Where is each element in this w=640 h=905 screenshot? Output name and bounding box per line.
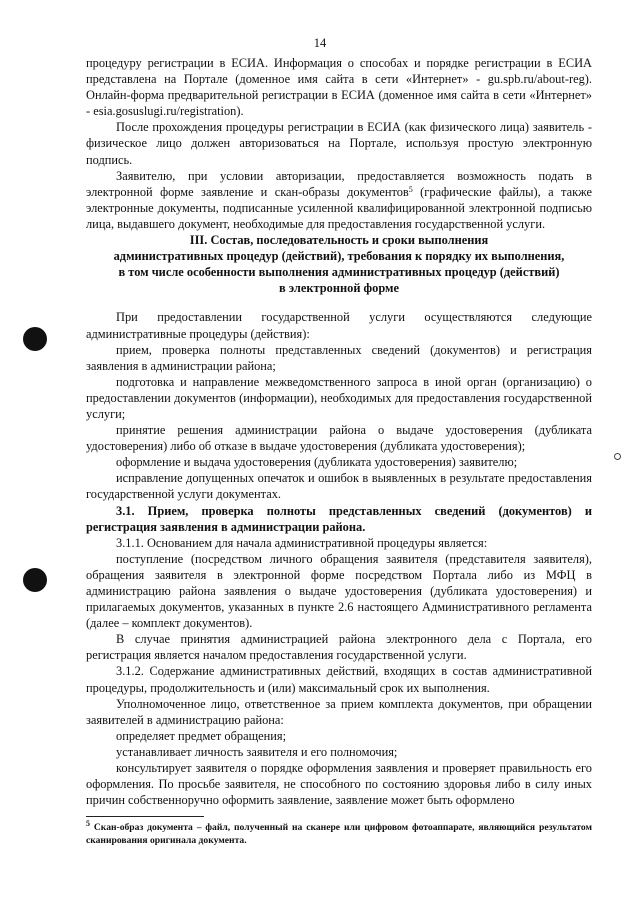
list-item: подготовка и направление межведомственного запроса в иной орган (организацию) о предоставлении документов (информации), необходимых для предоставления государственной услуги; <box>86 374 592 421</box>
section-heading-line: в электронной форме <box>279 281 399 296</box>
scan-speck <box>614 453 621 460</box>
paragraph: После прохождения процедуры регистрации в ЕСИА (как физического лица) заявитель - физическое лицо должен авторизоваться на Портале, используя простую электронную подпись. <box>86 120 592 167</box>
paragraph-text: Заявителю, при условии авторизации, предоставляется возможность подать в электронной форме заявление и скан-образы документов <box>86 168 592 199</box>
paragraph: процедуру регистрации в ЕСИА. Информация о способах и порядке регистрации в ЕСИА представлена на Портале (доменное имя сайта в сети «Интернет» - gu.spb.ru/about-reg). Онлайн-форма предварительной регистрации в ЕСИА (доменное имя сайта в сети «Интернет» - esia.gosuslugi.ru/registration). <box>86 56 592 119</box>
list-item: принятие решения администрации района о выдаче удостоверения (дубликата удостоверения) либо об отказе в выдаче удостоверения (дубликата удостоверения); <box>86 423 592 454</box>
footnote-mark: 5 <box>86 819 90 828</box>
section-heading-line: III. Состав, последовательность и сроки выполнения <box>189 233 489 248</box>
section-heading-line: административных процедур (действий), требования к порядку их выполнения, <box>113 249 565 264</box>
paragraph: В случае принятия администрацией района электронного дела с Портала, его регистрация является началом предоставления государственной услуги. <box>86 632 592 663</box>
list-item: определяет предмет обращения; <box>116 728 287 743</box>
paragraph-text: (графические файлы), а также электронные документы, подписанные усиленной квалифицированной электронной подписью лица, выдавшего документ, необходимые для предоставления государственной услуги. <box>86 184 592 231</box>
list-item: консультирует заявителя о порядке оформления заявления и проверяет правильность его оформления. По просьбе заявителя, не способного по состоянию здоровья либо в силу иных причин собственноручно оформить заявление, заявление может быть оформлено <box>86 761 592 808</box>
list-item: устанавливает личность заявителя и его полномочия; <box>116 744 398 759</box>
paragraph: поступление (посредством личного обращения заявителя (представителя заявителя), обращения заявителя в электронной форме посредством Портала либо из МФЦ в администрацию района заявления о выдаче удостоверения (дубликата удостоверения) и прилагаемых документов, указанных в пункте 2.6 настоящего Административного регламента (далее – комплект документов). <box>86 551 592 631</box>
list-item: исправление допущенных опечаток и ошибок в выявленных в результате предоставления государственной услуги документах. <box>86 471 592 502</box>
footnote-separator <box>86 816 204 817</box>
footnote-reference: 5 <box>408 184 413 194</box>
section-heading <box>86 232 592 296</box>
paragraph: 3.1.2. Содержание административных действий, входящих в состав административной процедуры, продолжительность и (или) максимальный срок их выполнения. <box>86 664 592 695</box>
paragraph: При предоставлении государственной услуги осуществляются следующие административные процедуры (действия): <box>86 310 592 341</box>
page-body <box>86 55 592 808</box>
paragraph: 3.1.1. Основанием для начала административной процедуры является: <box>116 535 488 550</box>
footnote <box>86 819 592 847</box>
list-item: прием, проверка полноты представленных сведений (документов) и регистрация заявления в администрации района; <box>86 342 592 373</box>
section-heading-line: в том числе особенности выполнения административных процедур (действий) <box>118 265 560 280</box>
page-number: 14 <box>313 36 327 50</box>
subsection-heading: 3.1. Прием, проверка полноты представленных сведений (документов) и регистрация заявления в администрации района. <box>86 503 592 534</box>
list-item: оформление и выдача удостоверения (дубликата удостоверения) заявителю; <box>116 455 518 470</box>
binder-hole-top <box>23 327 47 351</box>
binder-hole-bottom <box>23 568 47 592</box>
paragraph: Уполномоченное лицо, ответственное за прием комплекта документов, при обращении заявителей в администрацию района: <box>86 696 592 727</box>
paragraph <box>86 168 592 232</box>
footnote-text: Скан-образ документа – файл, полученный на сканере или цифровом фотоаппарате, являющийся результатом сканирования оригинала документа. <box>86 822 592 846</box>
